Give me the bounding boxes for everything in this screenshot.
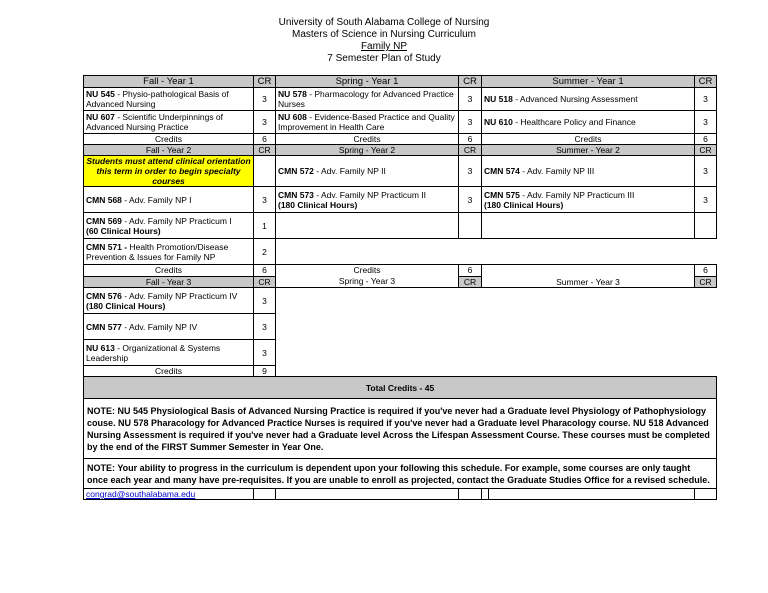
term-fall-year3: Fall - Year 3 xyxy=(84,276,254,288)
total-row xyxy=(84,377,717,399)
email-cell[interactable] xyxy=(84,489,254,500)
prerequisite-note: NOTE: NU 545 Physiological Basis of Advanced Nursing Practice is required if you've never had a Graduate level Physiology of Pathophysiology couse. NU 578 Pharacology for Advanced Practice Nurses is required if you've never had a Graduate level Pharacology course. NU 518 Advanced Nursing Assessment is required if you've never had a Graduate level Across the Lifespan Assessment Course. These courses must be completed by the end of the FIRST Summer Semester in Year One. xyxy=(84,399,717,459)
cr-header: CR xyxy=(695,76,717,88)
curriculum-title: Masters of Science in Nursing Curriculum xyxy=(292,29,476,40)
course-credits: 3 xyxy=(254,288,276,314)
course-cell: CMN 568 - Adv. Family NP I xyxy=(84,187,254,213)
table-row xyxy=(84,187,717,213)
course-credits: 3 xyxy=(459,111,482,134)
credits-label: Credits xyxy=(84,265,254,277)
credits-total: 6 xyxy=(695,265,717,277)
total-credits: Total Credits - 45 xyxy=(84,377,717,399)
course-cell: CMN 571 - Health Promotion/Disease Prevention & Issues for Family NP xyxy=(84,239,254,265)
empty-cell xyxy=(254,489,276,500)
term-spring-year1: Spring - Year 1 xyxy=(276,76,459,88)
progression-note: NOTE: Your ability to progress in the curriculum is dependent upon your following this schedule. For example, some courses are only taught once each year and many have pre-requisites. If you are unable to enroll as projected, contact the Graduate Studies Office for a revised schedule. xyxy=(84,459,717,489)
course-cell: NU 545 - Physio-pathological Basis of Advanced Nursing xyxy=(84,88,254,111)
table-row xyxy=(84,314,717,340)
credits-total: 9 xyxy=(254,366,276,377)
empty-cell xyxy=(276,239,459,265)
credits-label: Credits xyxy=(84,134,254,145)
table-row xyxy=(84,340,717,366)
course-cell: CMN 569 - Adv. Family NP Practicum I (60 Clinical Hours) xyxy=(84,213,254,239)
credits-total: 6 xyxy=(459,134,482,145)
course-credits: 3 xyxy=(254,187,276,213)
empty-cell xyxy=(276,314,717,340)
table-row xyxy=(84,111,717,134)
course-credits: 1 xyxy=(254,213,276,239)
course-credits: 3 xyxy=(459,88,482,111)
course-credits: 3 xyxy=(695,88,717,111)
course-cell: CMN 576 - Adv. Family NP Practicum IV (180 Clinical Hours) xyxy=(84,288,254,314)
term-spring-year2: Spring - Year 2 xyxy=(276,145,459,156)
course-credits: 2 xyxy=(254,239,276,265)
cr-header: CR xyxy=(695,276,717,288)
email-row xyxy=(84,489,717,500)
course-cell: CMN 574 - Adv. Family NP III xyxy=(482,156,695,187)
credits-total: 6 xyxy=(254,265,276,277)
empty-cell xyxy=(482,239,695,265)
cr-header: CR xyxy=(254,76,276,88)
credits-label: Credits Spring - Year 3 xyxy=(276,265,459,288)
cr-header: CR xyxy=(459,76,482,88)
credits-total: 6 xyxy=(254,134,276,145)
empty-cell xyxy=(695,213,717,239)
empty-cell xyxy=(482,213,695,239)
empty-cell xyxy=(276,288,717,314)
credits-row xyxy=(84,366,717,377)
table-row xyxy=(84,156,717,187)
empty-cell xyxy=(489,489,695,500)
credits-total: 6 xyxy=(459,265,482,277)
credits-row xyxy=(84,265,717,277)
empty-cell xyxy=(276,340,717,366)
cr-header: CR xyxy=(459,145,482,156)
course-cell: CMN 573 - Adv. Family NP Practicum II (180 Clinical Hours) xyxy=(276,187,459,213)
course-credits: 3 xyxy=(254,314,276,340)
table-row xyxy=(84,239,717,265)
table-row xyxy=(84,288,717,314)
course-cell: NU 607 - Scientific Underpinnings of Advanced Nursing Practice xyxy=(84,111,254,134)
course-credits: 3 xyxy=(695,187,717,213)
empty-cell xyxy=(276,489,459,500)
year2-header-row xyxy=(84,145,717,156)
empty-cell xyxy=(276,213,459,239)
credits-total: 6 xyxy=(695,134,717,145)
cr-header: CR xyxy=(254,145,276,156)
term-summer-year2: Summer - Year 2 xyxy=(482,145,695,156)
course-credits: 3 xyxy=(254,340,276,366)
course-credits: 3 xyxy=(695,111,717,134)
credits-row xyxy=(84,134,717,145)
empty-cell xyxy=(695,239,717,265)
credits-label: Credits xyxy=(482,134,695,145)
term-fall-year1: Fall - Year 1 xyxy=(84,76,254,88)
empty-cell xyxy=(482,489,489,500)
course-cell: NU 608 - Evidence-Based Practice and Quality Improvement in Health Care xyxy=(276,111,459,134)
course-cell: CMN 577 - Adv. Family NP IV xyxy=(84,314,254,340)
cr-header: CR xyxy=(459,276,482,288)
empty-cell xyxy=(254,156,276,187)
course-cell: NU 518 - Advanced Nursing Assessment xyxy=(482,88,695,111)
empty-cell xyxy=(459,239,482,265)
plan-title: 7 Semester Plan of Study xyxy=(327,53,441,64)
term-summer-year3: Summer - Year 3 xyxy=(482,265,695,288)
course-cell: NU 610 - Healthcare Policy and Finance xyxy=(482,111,695,134)
course-cell: CMN 572 - Adv. Family NP II xyxy=(276,156,459,187)
empty-cell xyxy=(276,366,717,377)
empty-cell xyxy=(459,213,482,239)
credits-label: Credits xyxy=(84,366,254,377)
table-row xyxy=(84,88,717,111)
year1-header-row xyxy=(84,76,717,88)
program-title: Family NP xyxy=(360,41,408,52)
school-title: University of South Alabama College of Nursing xyxy=(278,17,490,28)
course-credits: 3 xyxy=(254,88,276,111)
note-row xyxy=(84,459,717,489)
email-link[interactable]: congrad@southalabama.edu xyxy=(86,489,196,499)
term-fall-year2: Fall - Year 2 xyxy=(84,145,254,156)
credits-label: Credits xyxy=(276,134,459,145)
cr-header: CR xyxy=(254,276,276,288)
course-credits: 3 xyxy=(695,156,717,187)
course-credits: 3 xyxy=(459,187,482,213)
course-cell: CMN 575 - Adv. Family NP Practicum III (180 Clinical Hours) xyxy=(482,187,695,213)
empty-cell xyxy=(695,489,717,500)
cr-header: CR xyxy=(695,145,717,156)
note-row xyxy=(84,399,717,459)
empty-cell xyxy=(459,489,482,500)
plan-of-study-table xyxy=(83,75,717,500)
course-cell: NU 613 - Organizational & Systems Leadership xyxy=(84,340,254,366)
course-cell: NU 578 - Pharmacology for Advanced Practice Nurses xyxy=(276,88,459,111)
clinical-orientation-notice: Students must attend clinical orientation this term in order to begin specialty courses xyxy=(84,156,254,187)
term-summer-year1: Summer - Year 1 xyxy=(482,76,695,88)
course-credits: 3 xyxy=(459,156,482,187)
course-credits: 3 xyxy=(254,111,276,134)
table-row xyxy=(84,213,717,239)
